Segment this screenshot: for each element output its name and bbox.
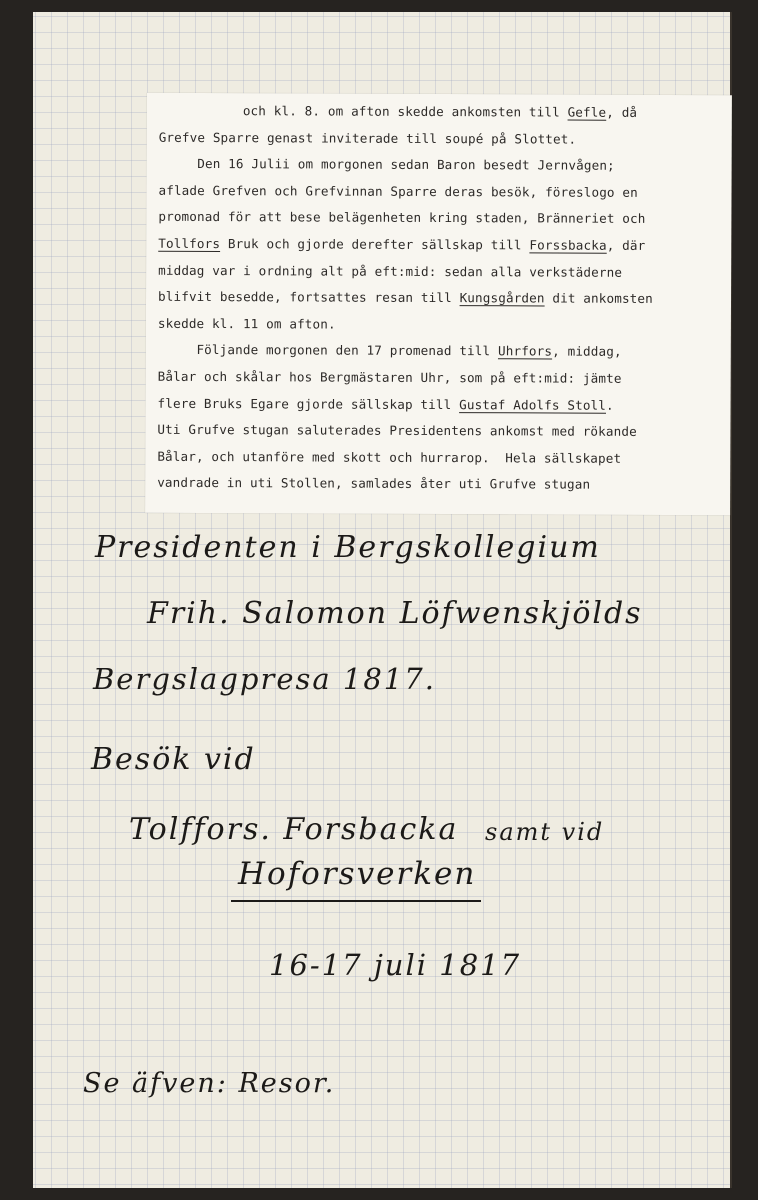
underlined-place-name: Gefle: [567, 104, 607, 120]
typed-text: , där: [606, 237, 646, 253]
typed-text: , då: [606, 104, 638, 120]
typed-text: Den 16 Julii om morgonen sedan Baron besedt Jernvågen;: [158, 155, 615, 173]
typed-text: dit ankomsten: [544, 290, 653, 307]
typed-line: [243, 103, 637, 120]
underlined-place-name: Forssbacka: [529, 237, 607, 253]
handwritten-line-places: Tolffors. Forsbacka: [129, 812, 459, 847]
handwritten-hoforsverken: Hoforsverken: [238, 856, 477, 892]
underlined-place-name: Tollfors: [158, 235, 221, 252]
typed-line: [158, 395, 614, 412]
typed-text: vandrade in uti Stollen, samlades åter uti Grufve stugan: [157, 475, 591, 493]
handwritten-line-visit: Besök vid: [91, 742, 256, 777]
typed-line: [158, 316, 336, 332]
typed-text: flere Bruks Egare gjorde sällskap till: [157, 395, 460, 412]
handwritten-date: 16-17 juli 1817: [269, 948, 522, 982]
typed-excerpt: [145, 93, 732, 516]
underlined-place-name: Kungsgården: [459, 290, 545, 306]
typed-text: Bålar och skålar hos Bergmästaren Uhr, som på eft:mid: jämte: [157, 368, 622, 386]
typed-line: [158, 236, 645, 253]
typed-text: , middag,: [552, 343, 622, 360]
handwritten-title-line-1: Presidenten i Bergskollegium: [95, 530, 601, 565]
typed-line: [158, 262, 622, 279]
typed-line: [157, 449, 621, 466]
typed-text: Bruk och gjorde derefter sällskap till: [220, 236, 530, 253]
typed-line: [158, 289, 653, 306]
typed-text: Följande morgonen den 17 promenad till: [157, 342, 499, 359]
typed-text: och kl. 8. om afton skedde ankomsten till: [242, 103, 568, 120]
typed-line: [157, 475, 590, 492]
document-page: [33, 12, 732, 1188]
typed-text: aflade Grefven och Grefvinnan Sparre deras besök, föreslogo en: [158, 182, 638, 200]
typed-text: .: [606, 397, 614, 413]
typed-text: middag var i ordning alt på eft:mid: sedan alla verkstäderne: [158, 262, 623, 280]
typed-line: [158, 209, 645, 226]
typed-line: [157, 422, 636, 439]
typed-line: [158, 369, 622, 386]
typed-text: Uti Grufve stugan saluterades Presidentens ankomst med rökande: [157, 421, 637, 440]
typed-line: [158, 342, 622, 359]
typed-text: skedde kl. 11 om afton.: [157, 315, 336, 332]
typed-line: [158, 183, 637, 200]
underlined-place-name: Gustaf Adolfs Stoll: [459, 396, 607, 413]
typed-text-block: [147, 93, 732, 493]
underlined-place-name: Uhrfors: [497, 343, 553, 359]
hoforsverken-underline: [231, 900, 481, 902]
typed-text: Bålar, och utanföre med skott och hurrarop. Hela sällskapet: [157, 448, 622, 466]
handwritten-see-also: Se äfven: Resor.: [83, 1068, 336, 1099]
handwritten-title-line-3: Bergslagpresa 1817.: [93, 662, 436, 696]
typed-line: [159, 129, 577, 146]
typed-text: Grefve Sparre genast inviterade till soupé på Slottet.: [158, 129, 577, 147]
handwritten-line-samt-vid: samt vid: [485, 818, 605, 846]
typed-text: blifvit besedde, fortsattes resan till: [157, 288, 460, 306]
typed-line: [159, 156, 615, 173]
typed-text: promonad för att bese belägenheten kring staden, Bränneriet och: [158, 209, 646, 227]
handwritten-title-line-2: Frih. Salomon Löfwenskjölds: [147, 596, 643, 631]
